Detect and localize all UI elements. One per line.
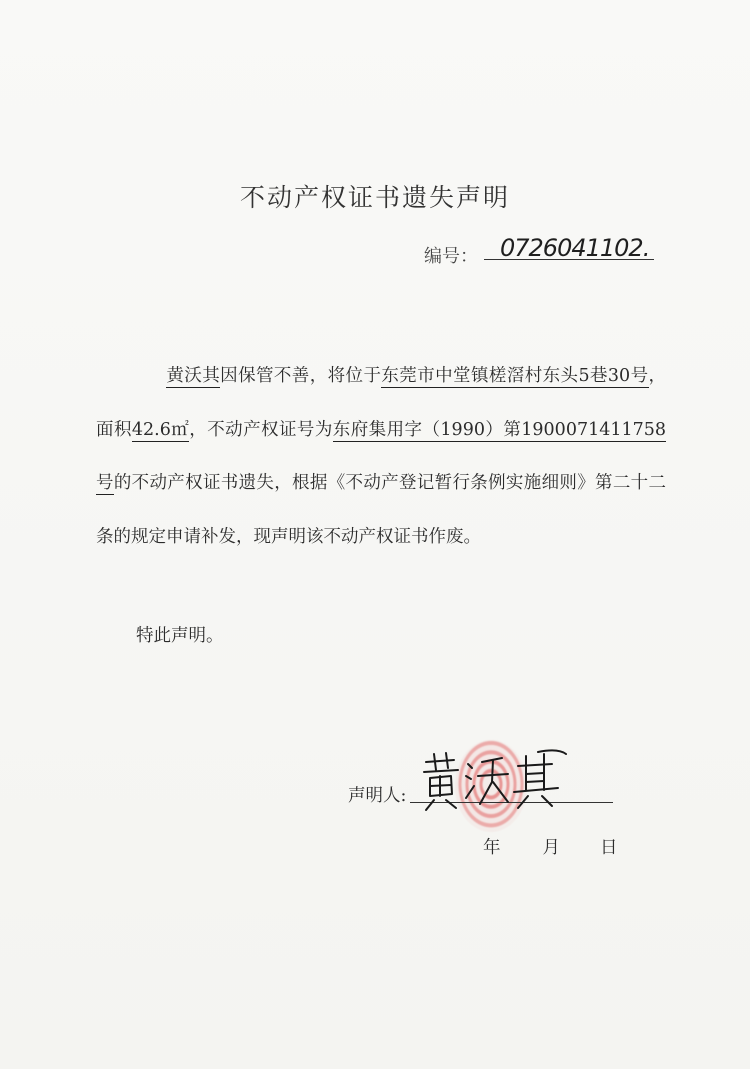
serial-number-handwritten: 0726041102.	[500, 234, 650, 262]
serial-number-row	[424, 232, 654, 266]
body-text-2: ，面积	[96, 366, 667, 440]
handwritten-signature	[418, 748, 568, 818]
body-text-3: ，不动产权证号为	[189, 419, 333, 440]
property-address: 东莞市中堂镇槎滘村东头5巷30号	[381, 366, 649, 386]
date-row	[483, 834, 618, 859]
declarant-label: 声明人:	[348, 786, 407, 806]
date-month: 月	[542, 838, 560, 858]
date-day: 日	[600, 838, 618, 858]
body-text-4: 的不动产权证书遗失，根据《不动产登记暂行条例实施细则》第二十二条的规定申请补发，现声明该不动产权证书作废。	[96, 473, 667, 547]
property-area: 42.6㎡	[131, 419, 190, 440]
closing-text: 特此声明。	[136, 626, 224, 646]
body-text-1: 因保管不善，将位于	[220, 366, 382, 386]
serial-label: 编号：	[424, 246, 478, 267]
certificate-number: 东府集用字（1990）第1900071411758号	[96, 419, 667, 493]
statement-paragraph	[96, 350, 666, 564]
owner-name: 黄沃其	[166, 366, 221, 386]
serial-underline	[484, 259, 654, 260]
date-year: 年	[483, 838, 501, 858]
document-title: 不动产权证书遗失声明	[239, 183, 510, 212]
